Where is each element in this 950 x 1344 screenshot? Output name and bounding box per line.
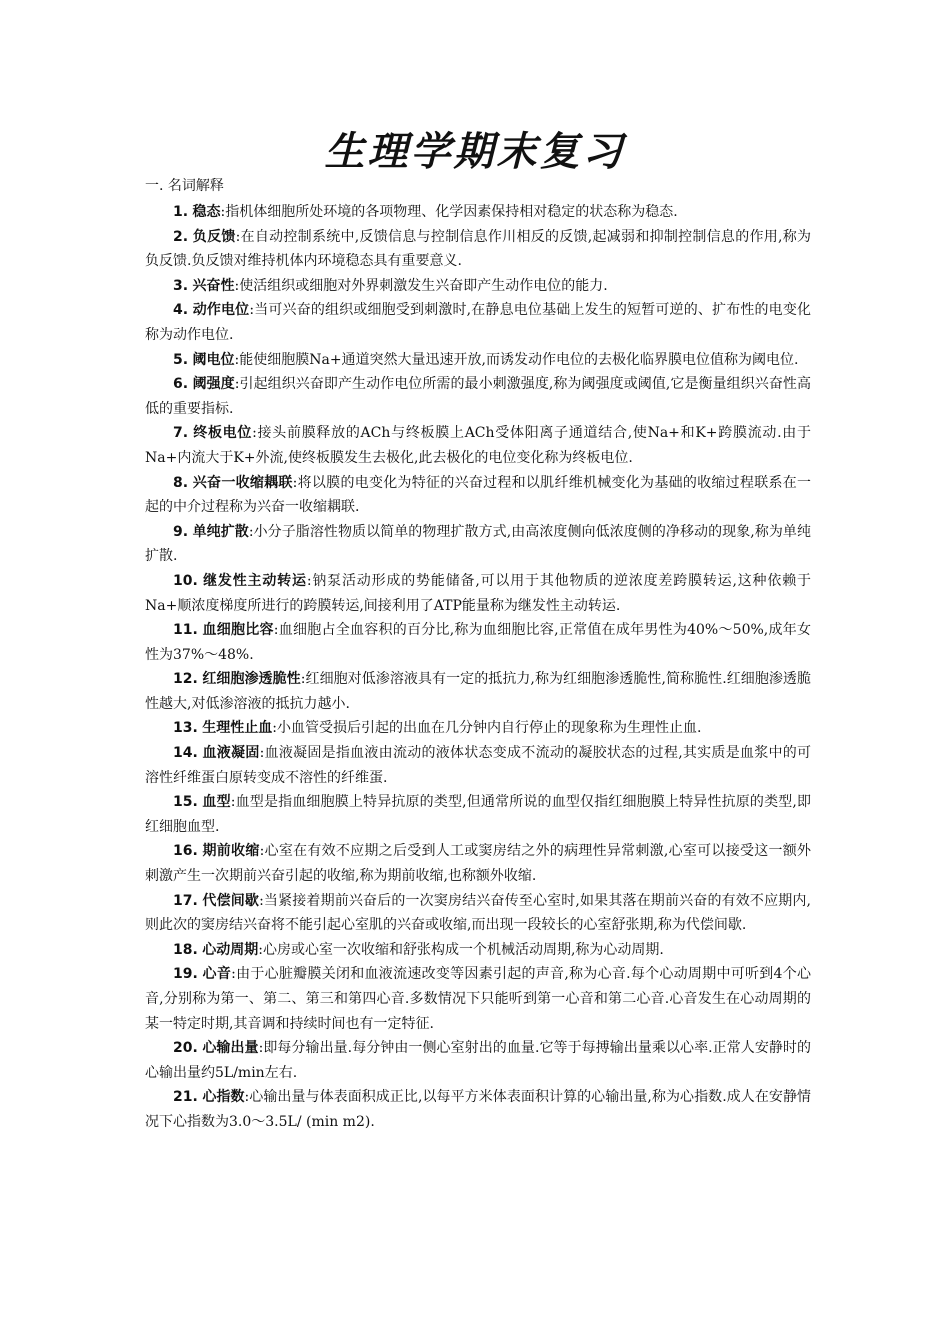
definition-entry [145,667,811,716]
definition-entry [145,471,811,520]
entry-definition: :引起组织兴奋即产生动作电位所需的最小刺激强度,称为阈强度或阈值,它是衡量组织兴奋性高低的重要指标. [145,376,811,417]
definition-entry [145,889,811,938]
definition-entry [145,1085,811,1134]
entry-number: 8. [173,474,189,491]
definition-list [145,200,811,1135]
entry-definition: :血型是指血细胞膜上特异抗原的类型,但通常所说的血型仅指红细胞膜上特异性抗原的类型,即红细胞血型. [145,794,812,835]
entry-number: 7. [173,425,189,442]
entry-number: 11. [173,622,198,639]
definition-entry [145,569,811,618]
definition-entry [145,520,811,569]
entry-number: 5. [173,351,189,368]
entry-term: 继发性主动转运 [203,572,307,589]
definition-entry [145,716,811,741]
entry-definition: :由于心脏瓣膜关闭和血液流速改变等因素引起的声音,称为心音.每个心动周期中可听到4个心音,分别称为第一、第二、第三和第四心音.多数情况下只能听到第一心音和第二心音.心音发生在心动周期的某一特定时期,其音调和持续时间也有一定特征. [145,966,812,1032]
entry-term: 单纯扩散 [192,523,249,540]
entry-term: 阈电位 [192,351,235,368]
entry-definition: :当可兴奋的组织或细胞受到刺激时,在静息电位基础上发生的短暂可逆的、扩布性的电变化称为动作电位. [145,302,812,343]
entry-number: 18. [173,941,198,958]
entry-definition: :心输出量与体表面积成正比,以每平方米体表面积计算的心输出量,称为心指数.成人在安静情况下心指数为3.0～3.5L/ (min m2). [145,1089,812,1130]
definition-entry [145,1036,811,1085]
entry-definition: :心房或心室一次收缩和舒张构成一个机械活动周期,称为心动周期. [258,941,664,958]
entry-definition: :指机体细胞所处环境的各项物理、化学因素保持相对稳定的状态称为稳态. [220,204,678,220]
entry-definition: :心室在有效不应期之后受到人工或窦房结之外的病理性异常刺激,心室可以接受这一额外刺激产生一次期前兴奋引起的收缩,称为期前收缩,也称额外收缩. [145,843,812,885]
definition-entry [145,790,811,839]
entry-term: 生理性止血 [202,720,273,737]
entry-number: 17. [173,892,198,909]
entry-number: 1. [173,204,189,220]
entry-number: 14. [173,745,198,762]
definition-entry [145,225,811,274]
entry-term: 心动周期 [202,941,259,958]
entry-definition: :小血管受损后引起的出血在几分钟内自行停止的现象称为生理性止血. [272,720,702,737]
entry-number: 16. [173,843,198,860]
page-title: 生理学期末复习 [324,128,626,175]
entry-definition: :红细胞对低渗溶液具有一定的抵抗力,称为红细胞渗透脆性,简称脆性.红细胞渗透脆性越大,对低渗溶液的抵抗力越小. [145,671,811,712]
entry-definition: :钠泵活动形成的势能储备,可以用于其他物质的逆浓度差跨膜转运,这种依赖于Na+顺浓度梯度所进行的跨膜转运,间接利用了ATP能量称为继发性主动转运. [145,572,812,614]
entry-term: 代偿间歇 [202,892,260,909]
definition-entry [145,298,811,347]
entry-definition: :小分子脂溶性物质以简单的物理扩散方式,由高浓度侧向低浓度侧的净移动的现象,称为单纯扩散. [145,523,811,565]
entry-term: 血型 [202,794,231,811]
entry-number: 12. [173,671,198,688]
entry-definition: :接头前膜释放的ACh与终板膜上ACh受体阳离子通道结合,使Na+和K+跨膜流动.由于Na+内流大于K+外流,使终板膜发生去极化,此去极化的电位变化称为终板电位. [145,425,812,466]
entry-term: 阈强度 [192,376,235,393]
entry-term: 动作电位 [192,302,250,319]
entry-term: 心音 [202,966,232,983]
entry-term: 血细胞比容 [202,622,274,639]
entry-definition: :将以膜的电变化为特征的兴奋过程和以肌纤维机械变化为基础的收缩过程联系在一起的中介过程称为兴奋一收缩耦联. [145,474,811,516]
entry-number: 20. [173,1040,198,1057]
entry-definition: :当紧接着期前兴奋后的一次窦房结兴奋传至心室时,如果其落在期前兴奋的有效不应期内,则此次的窦房结兴奋将不能引起心室肌的兴奋或收缩,而出现一段较长的心室舒张期,称为代偿间歇. [145,892,811,934]
entry-number: 4. [173,302,189,319]
entry-term: 兴奋一收缩耦联 [192,474,293,491]
definition-entry [145,962,811,1036]
definition-entry [145,200,811,225]
definition-entry [145,618,811,667]
entry-number: 6. [173,376,189,393]
definition-entry [145,421,811,470]
entry-number: 21. [173,1089,198,1106]
entry-definition: :在自动控制系统中,反馈信息与控制信息作川相反的反馈,起减弱和抑制控制信息的作用,称为负反馈.负反馈对维持机体内环境稳态具有重要意义. [145,228,812,270]
entry-number: 13. [173,720,198,737]
entry-term: 期前收缩 [202,843,260,860]
definition-entry [145,839,811,888]
entry-number: 3. [173,277,189,294]
entry-number: 9. [173,523,189,540]
entry-definition: :能使细胞膜Na+通道突然大量迅速开放,而诱发动作电位的去极化临界膜电位值称为阈电位. [234,351,799,368]
entry-term: 负反馈 [192,228,236,245]
entry-definition: :即每分输出量.每分钟由一侧心室射出的血量.它等于每搏输出量乘以心率.正常人安静时的心输出量约5L/min左右. [145,1040,811,1081]
entry-term: 心指数 [202,1089,245,1106]
entry-definition: :血细胞占全血容积的百分比,称为血细胞比容,正常值在成年男性为40%～50%,成年女性为37%～48%. [145,622,811,663]
entry-definition: :血液凝固是指血液由流动的液体状态变成不流动的凝胶状态的过程,其实质是血浆中的可溶性纤维蛋白原转变成不溶性的纤维蛋. [145,745,812,786]
definition-entry [145,372,811,421]
definition-entry [145,348,811,373]
section-heading: 一. 名词解释 [145,178,224,194]
entry-number: 19. [173,966,198,983]
entry-term: 终板电位 [193,425,253,442]
definition-entry [145,938,811,963]
entry-number: 15. [173,794,198,811]
entry-term: 稳态 [192,204,221,220]
entry-term: 心输出量 [202,1040,259,1057]
definition-entry [145,741,811,790]
entry-number: 2. [173,228,189,245]
entry-term: 血液凝固 [202,745,260,762]
entry-term: 红细胞渗透脆性 [202,671,301,688]
definition-entry [145,274,811,299]
entry-term: 兴奋性 [192,277,235,294]
entry-number: 10. [173,572,198,589]
entry-definition: :使活组织或细胞对外界刺激发生兴奋即产生动作电位的能力. [234,277,608,294]
